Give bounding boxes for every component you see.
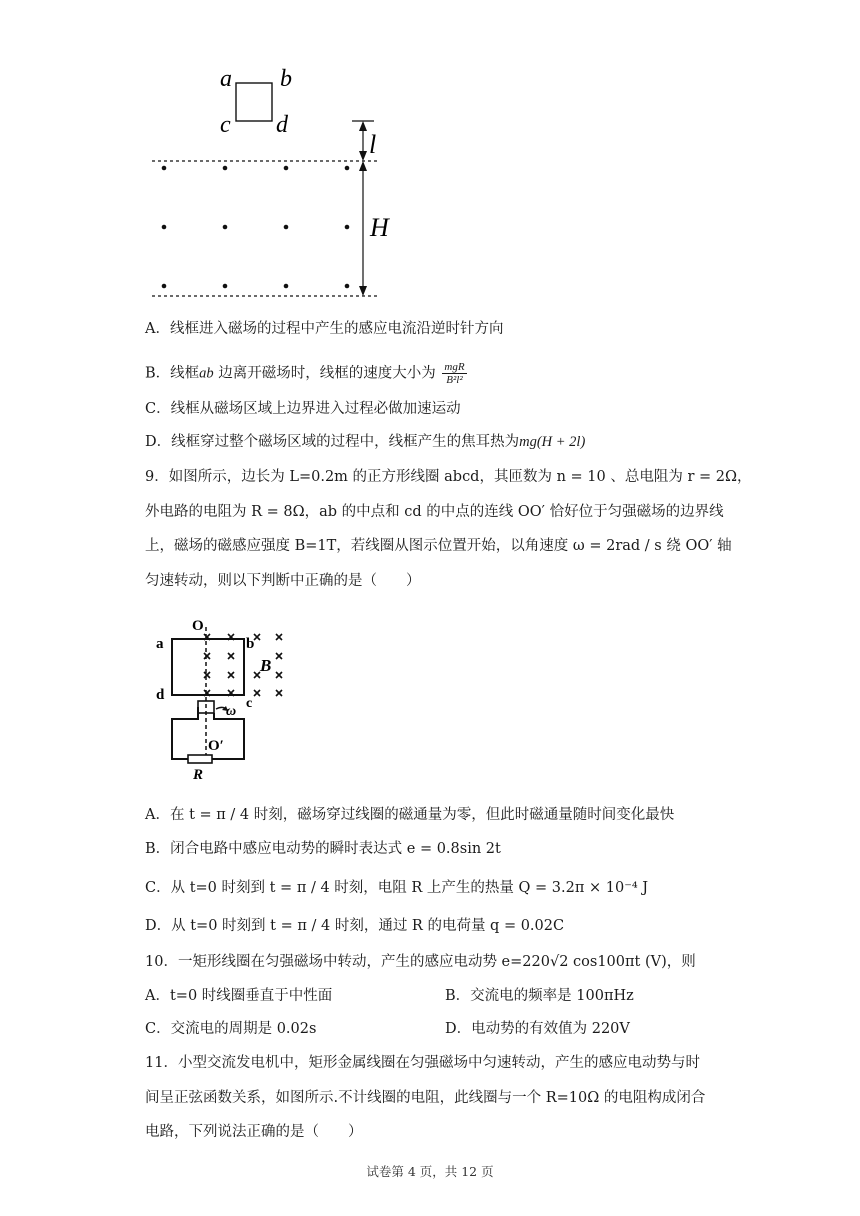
label-b: b <box>280 66 292 92</box>
label-O-prime: O′ <box>208 738 224 754</box>
q8-option-c: C．线框从磁场区域上边界进入过程必做加速运动 <box>145 401 461 417</box>
q9-stem-line1: 9．如图所示，边长为 L=0.2m 的正方形线圈 abcd，其匝数为 n = 10 、总电阻为 r = 2Ω， <box>145 469 752 485</box>
dim-h-label: H <box>370 213 389 242</box>
q8-option-a: A．线框进入磁场的过程中产生的感应电流沿逆时针方向 <box>145 321 504 337</box>
field-dots <box>162 166 350 289</box>
label-omega: ω <box>226 704 237 719</box>
q9-stem-line3: 上，磁场的磁感应强度 B=1T，若线圈从图示位置开始，以角速度 ω = 2rad / s 绕 OO′ 轴 <box>145 538 732 554</box>
q10-option-c: C．交流电的周期是 0.02s <box>145 1021 317 1037</box>
q8-option-b-fraction <box>442 361 466 386</box>
q9-option-b: B．闭合电路中感应电动势的瞬时表达式 e = 0.8sin 2t <box>145 841 501 857</box>
q8-option-d-expr: mg(H + 2l) <box>519 434 586 450</box>
label-c: c <box>246 696 253 711</box>
q9-option-a: A．在 t = π / 4 时刻，磁场穿过线圈的磁通量为零，但此时磁通量随时间变化最快 <box>145 807 675 823</box>
q9-option-d: D．从 t=0 时刻到 t = π / 4 时刻，通过 R 的电荷量 q = 0.02C <box>145 918 565 934</box>
dim-h-arrowhead-top <box>359 161 367 171</box>
q9-stem-line4: 匀速转动，则以下判断中正确的是（ ） <box>145 573 421 589</box>
figure-rotating-coil <box>150 617 310 785</box>
label-c: c <box>220 112 231 138</box>
label-O: O <box>192 618 204 634</box>
dim-l-arrowhead-bottom <box>359 151 367 161</box>
q10-options-row1 <box>145 986 745 1006</box>
q10-option-a: A．t=0 时线圈垂直于中性面 <box>145 988 333 1004</box>
q10-option-b: B．交流电的频率是 100πHz <box>445 988 634 1004</box>
fraction-numerator: mgR <box>444 361 465 373</box>
q8-option-b-var: ab <box>199 365 214 382</box>
label-R: R <box>193 767 204 783</box>
q8-option-d-pre: D．线框穿过整个磁场区域的过程中，线框产生的焦耳热为 <box>145 434 520 450</box>
q11-stem-line1: 11．小型交流发电机中，矩形金属线圈在匀强磁场中匀速转动，产生的感应电动势与时 <box>145 1055 700 1071</box>
figure-loop-above-field <box>140 60 420 305</box>
dim-l-arrowhead-top <box>359 121 367 131</box>
resistor <box>188 755 212 763</box>
fraction-denominator: B²l² <box>446 374 463 386</box>
label-d: d <box>276 112 288 138</box>
q11-stem-line2: 间呈正弦函数关系，如图所示.不计线圈的电阻，此线圈与一个 R=10Ω 的电阻构成闭合 <box>145 1090 706 1106</box>
coil-abcd <box>172 639 244 695</box>
page-footer: 试卷第 4 页，共 12 页 <box>366 1164 494 1179</box>
label-a: a <box>156 636 164 652</box>
q8-option-b <box>145 361 469 386</box>
q11-stem-line3: 电路，下列说法正确的是（ ） <box>145 1124 363 1140</box>
q9-stem-line2: 外电路的电阻为 R = 8Ω，ab 的中点和 cd 的中点的连线 OO′ 恰好位于匀强磁场的边界线 <box>145 504 724 520</box>
q8-option-d <box>145 432 585 452</box>
label-a: a <box>220 66 232 92</box>
q10-options-row2 <box>145 1019 745 1039</box>
square-loop <box>236 83 272 121</box>
dim-l-label: l <box>369 130 377 159</box>
label-B: B <box>260 656 272 675</box>
label-b: b <box>246 636 255 652</box>
q8-option-b-post: 边离开磁场时，线框的速度大小为 <box>213 365 436 382</box>
q8-option-b-pre: B．线框 <box>145 365 200 382</box>
q10-option-d: D．电动势的有效值为 220V <box>445 1021 630 1037</box>
q10-stem: 10．一矩形线圈在匀强磁场中转动，产生的感应电动势 e=220√2 cos100πt (V)，则 <box>145 954 696 970</box>
dim-h-arrowhead-bottom <box>359 286 367 296</box>
q9-option-c: C．从 t=0 时刻到 t = π / 4 时刻，电阻 R 上产生的热量 Q = 3.2π × 10⁻⁴ J <box>145 880 649 896</box>
label-d: d <box>156 687 165 703</box>
